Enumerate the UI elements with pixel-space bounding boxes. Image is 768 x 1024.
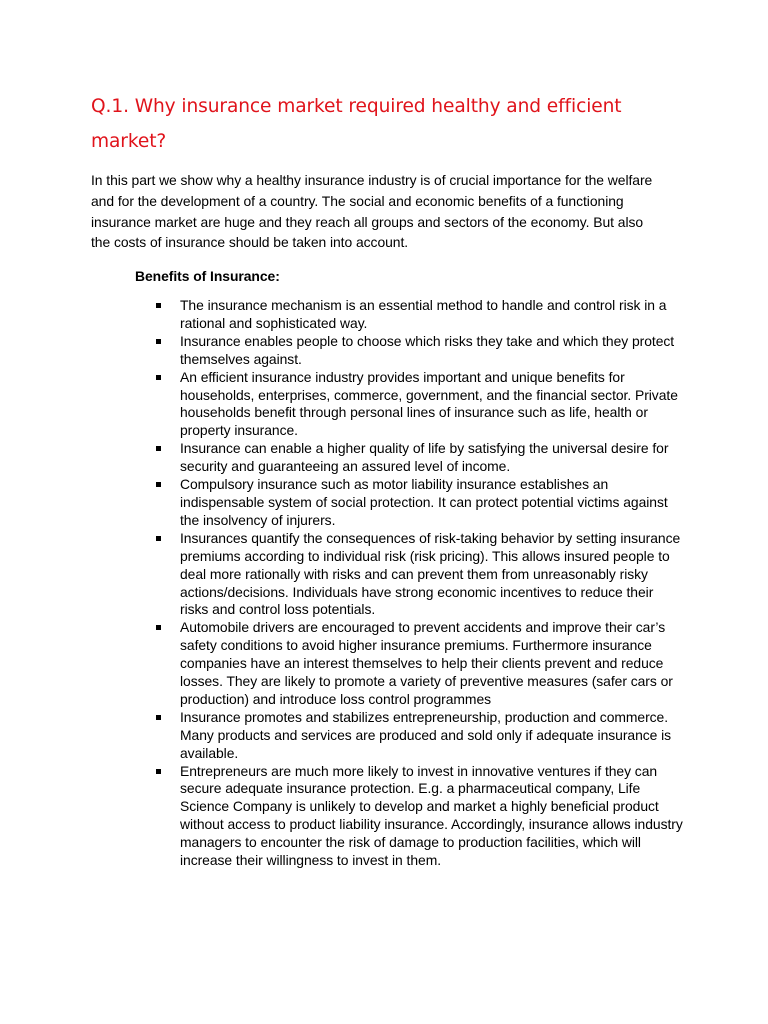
benefits-subheading: Benefits of Insurance: <box>135 268 280 284</box>
square-bullet-icon <box>156 303 161 308</box>
list-item <box>0 333 685 369</box>
square-bullet-icon <box>156 339 161 344</box>
intro-paragraph: In this part we show why a healthy insurance industry is of crucial importance for the welfare and for the development of a country. The social and economic benefits of a functioning insurance market are huge and they reach all groups and sectors of the economy. But also the costs of insurance should be taken into account. <box>91 172 653 251</box>
list-item <box>0 619 685 709</box>
square-bullet-icon <box>156 482 161 487</box>
list-item <box>0 476 685 530</box>
list-item <box>0 369 685 441</box>
list-item <box>0 530 685 620</box>
benefits-list <box>0 297 768 870</box>
list-item-text: An efficient insurance industry provides important and unique benefits for households, enterprises, commerce, government, and the financial sector. Private households benefit through personal lines of insurance such as life, health or property insurance. <box>180 368 678 439</box>
list-item <box>0 297 685 333</box>
list-item <box>0 440 685 476</box>
square-bullet-icon <box>156 625 161 630</box>
list-item-text: Insurance can enable a higher quality of life by satisfying the universal desire for security and guaranteeing an assured level of income. <box>180 440 669 475</box>
square-bullet-icon <box>156 375 161 380</box>
list-item-text: Insurance promotes and stabilizes entrepreneurship, production and commerce. Many products and services are produced and sold only if adequate insurance is available. <box>180 708 672 761</box>
square-bullet-icon <box>156 536 161 541</box>
square-bullet-icon <box>156 715 161 720</box>
list-item <box>0 709 685 763</box>
list-item-text: Insurance enables people to choose which risks they take and which they protect themselves against. <box>180 332 675 367</box>
list-item-text: The insurance mechanism is an essential method to handle and control risk in a rational and sophisticated way. <box>180 297 667 331</box>
list-item <box>0 763 685 870</box>
question-heading: Q.1. Why insurance market required healthy and efficient market? <box>91 96 622 152</box>
list-item-text: Automobile drivers are encouraged to prevent accidents and improve their car’s safety conditions to avoid higher insurance premiums. Furthermore insurance companies have an interest themselves to help their clients prevent and reduce losses. They are likely to promote a variety of preventive measures (safer cars or production) and introduce loss control programmes <box>180 619 673 707</box>
square-bullet-icon <box>156 769 161 774</box>
square-bullet-icon <box>156 446 161 451</box>
list-item-text: Insurances quantify the consequences of risk-taking behavior by setting insurance premiums according to individual risk (risk pricing). This allows insured people to deal more rationally with risks and can prevent them from unreasonably risky actions/decisions. Individuals have strong economic incentives to reduce their risks and control loss potentials. <box>180 529 681 618</box>
list-item-text: Entrepreneurs are much more likely to invest in innovative ventures if they can secure adequate insurance protection. E.g. a pharmaceutical company, Life Science Company is unlikely to develop and market a highly beneficial product without access to product liability insurance. Accordingly, insurance allows industry managers to encounter the risk of damage to production facilities, which will increase their willingness to invest in them. <box>180 762 683 869</box>
list-item-text: Compulsory insurance such as motor liability insurance establishes an indispensable system of social protection. It can protect potential victims against the insolvency of injurers. <box>180 476 668 528</box>
